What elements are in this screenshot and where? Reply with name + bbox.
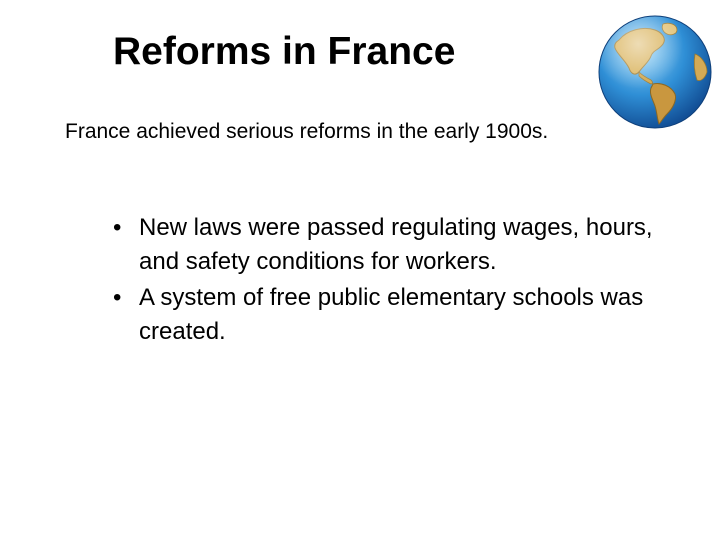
bullet-marker: • [113,284,122,311]
bullet-marker: • [113,214,122,241]
slide-title: Reforms in France [113,30,456,73]
bullet-text: New laws were passed regulating wages, hours, and safety conditions for workers. [139,214,653,275]
bullet-item [113,211,693,279]
bullet-text: A system of free public elementary schools was created. [139,284,644,345]
bullet-list [113,211,693,351]
globe-icon [597,14,713,130]
bullet-item [113,281,693,349]
intro-text: France achieved serious reforms in the early 1900s. [65,120,549,143]
